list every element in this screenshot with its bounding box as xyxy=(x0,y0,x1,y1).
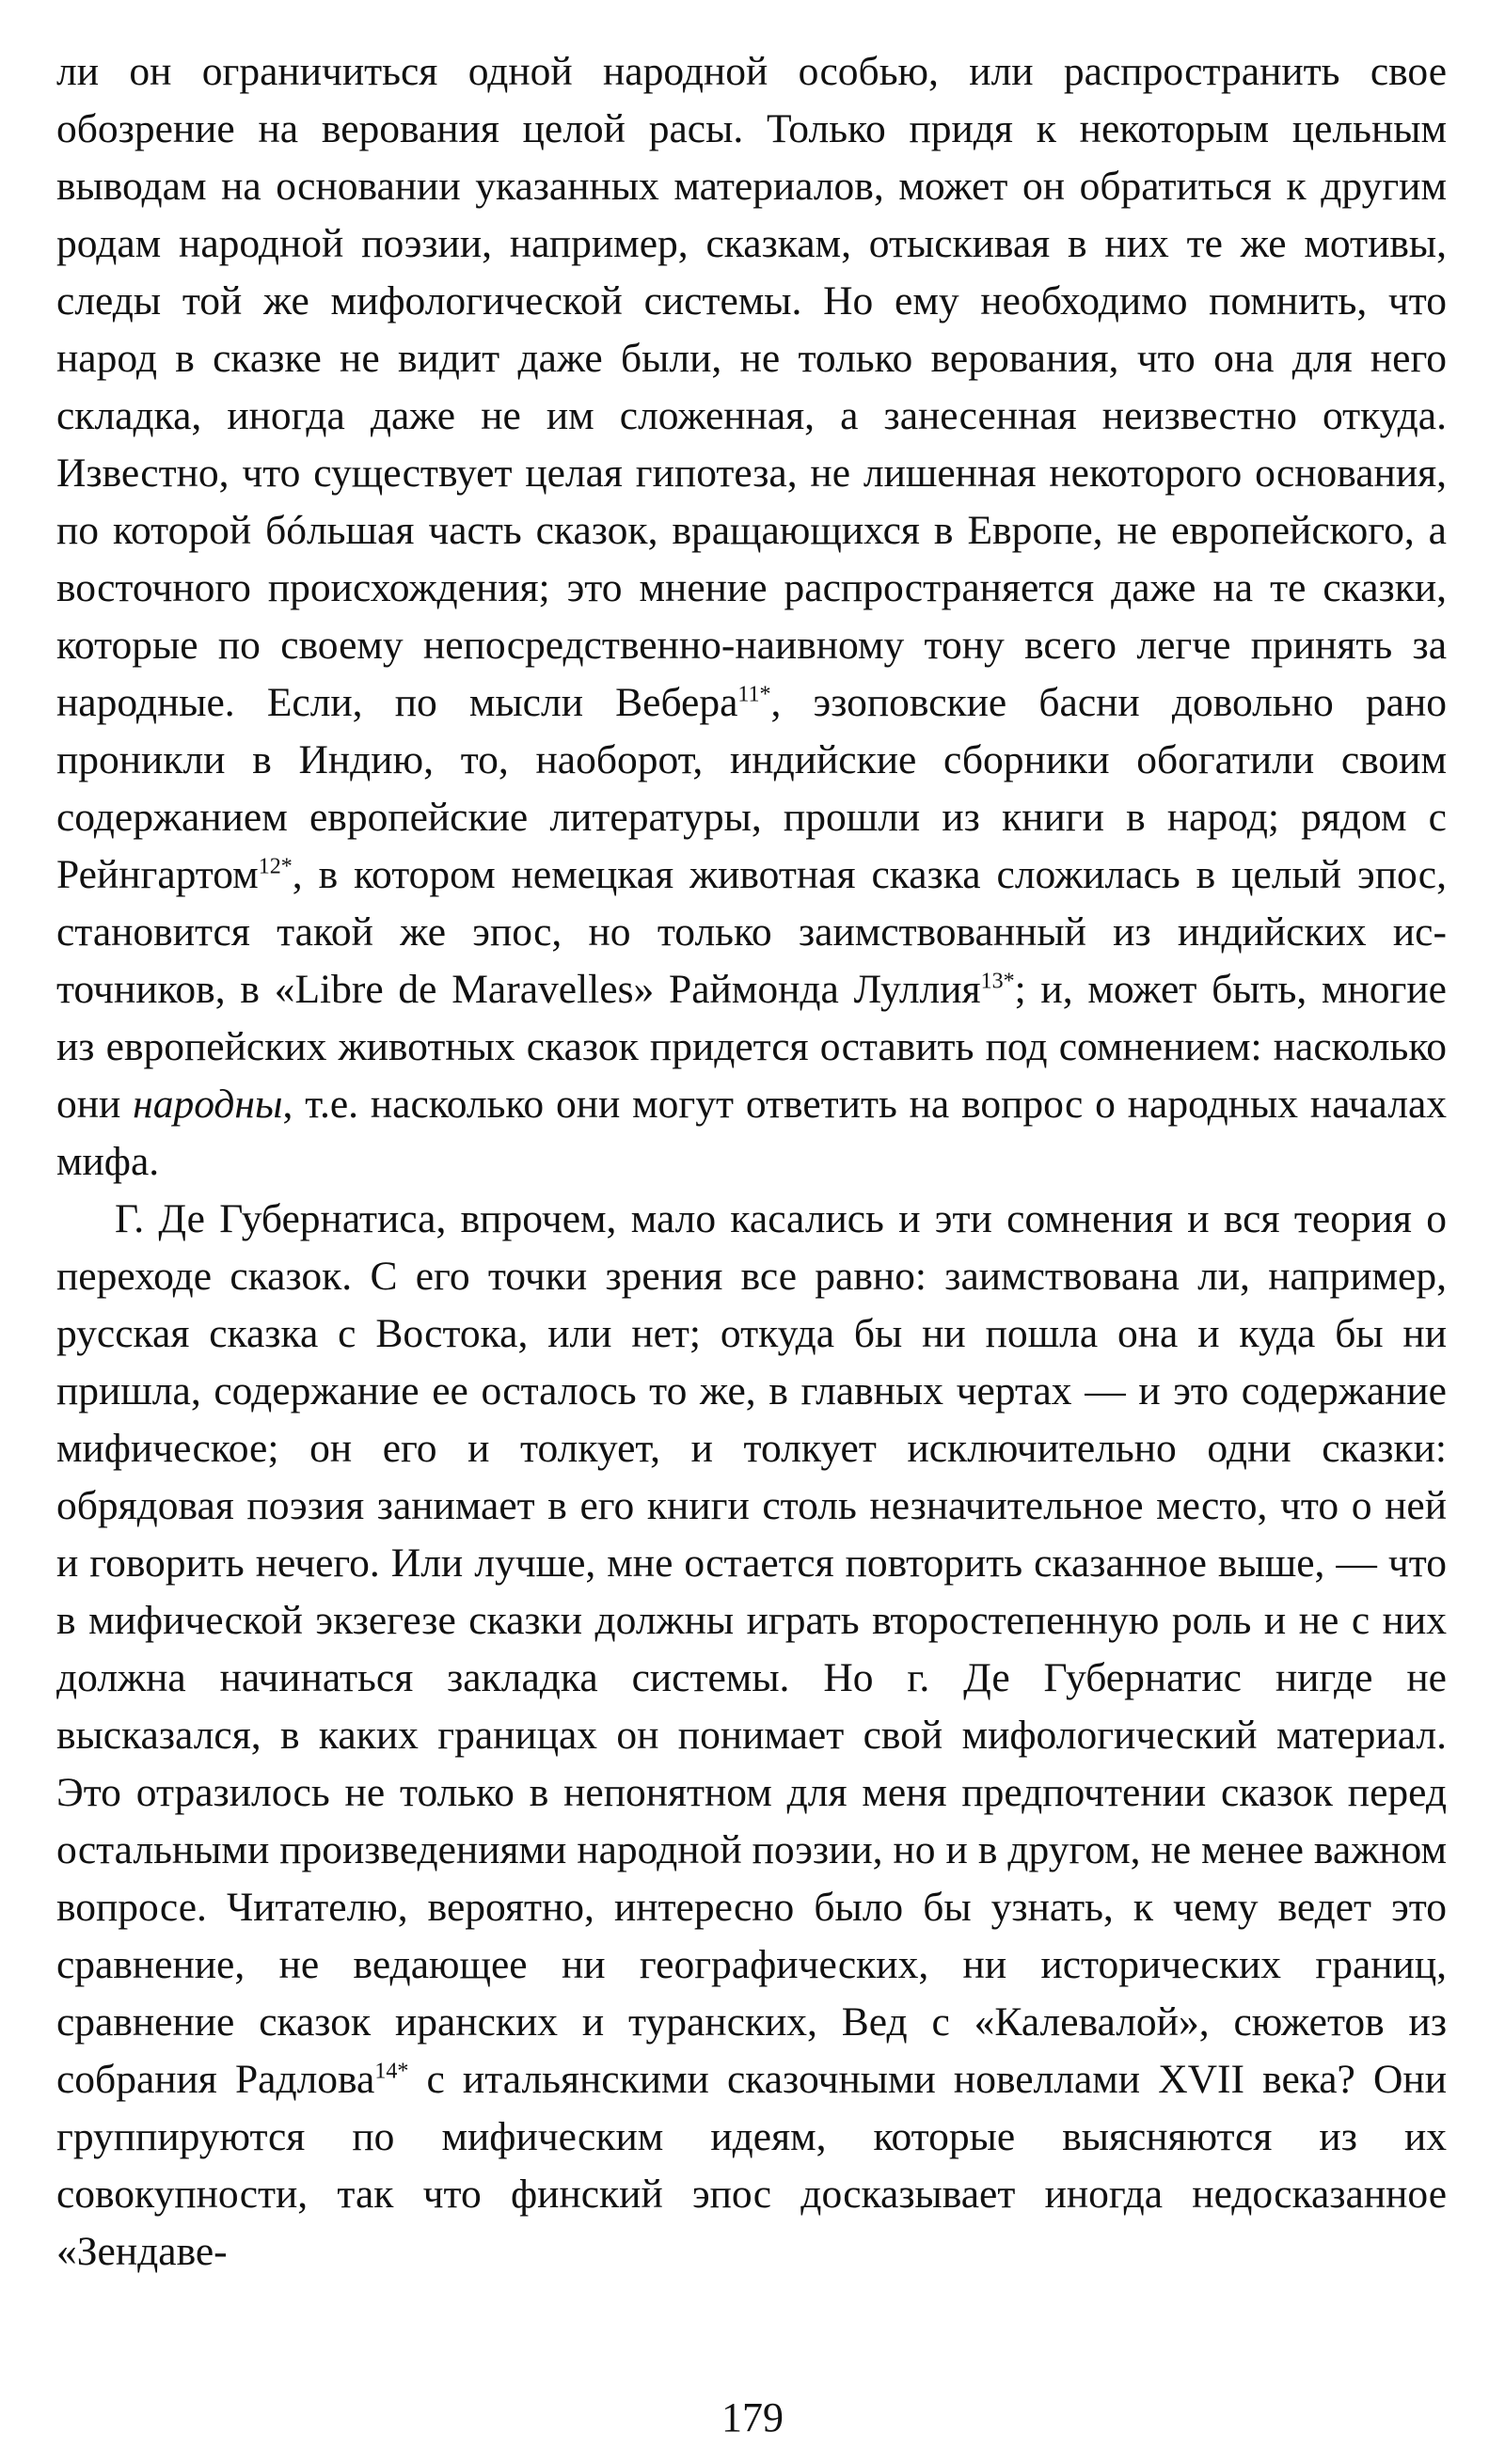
text-segment: ; и, может быть, многие из европейских животных сказок придется оставить под сомнением: насколько они xyxy=(56,967,1447,1127)
footnote-marker: 11* xyxy=(737,682,771,707)
text-segment: ли он ограничиться одной народной особью, или распространить свое обозрение на верования целой расы. Только придя к некоторым цельным выводам на основании указанных материалов, может он обратиться к другим родам народной поэзии, например, сказкам, отыскивая в них те же мотивы, следы той же мифологической системы. Но ему необходимо помнить, что народ в сказке не видит даже были, не только верования, что она для него складка, иногда даже не им сложенная, а занесенная неизвестно откуда. Известно, что существует целая гипотеза, не лишенная некоторого основания, по которой бóльшая часть сказок, вращающихся в Европе, не европейского, а восточного происхождения; это мнение распространяется даже на те сказки, которые по своему непосредственно-наивному тону всего легче принять за народные. Если, по мысли Вебера xyxy=(56,49,1447,725)
footnote-marker: 13* xyxy=(980,969,1015,994)
text-segment: Г. Де Губернатиса, впрочем, мало касались и эти сомнения и вся теория о переходе сказок. С его точки зрения все равно: заимствована ли, например, русская сказка с Востока, или нет; откуда бы ни пошла она и куда бы ни пришла, содержание ее осталось то же, в главных чертах — и это содержание мифическое; он его и толкует, и толкует исключительно одни сказки: обрядовая поэзия занимает в его книги столь незначительное место, что о ней и говорить нечего. Или лучше, мне остается повторить сказанное выше, — что в мифической экзегезе сказки должны играть второстепенную роль и не с них должна начинаться закладка системы. Но г. Де Губернатис нигде не высказался, в каких границах он понимает свой мифологический материал. Это отразилось не только в непонятном для меня предпочтении сказок перед остальными произведениями народной поэзии, но и в другом, не менее важном вопросе. Читателю, вероятно, интересно было бы узнать, к чему ведет это сравнение, не ведающее ни географических, ни исторических границ, сравнение сказок иранских и туранских, Вед с «Калевалой», сюжетов из собрания Радлова xyxy=(56,1196,1447,2102)
text-segment: с итальянскими сказочными новеллами XVII века? Они группируются по мифическим идеям, которые выясняются из их совокупности, так что финский эпос досказывает иногда недосказанное «Зендаве- xyxy=(56,2057,1447,2274)
emphasized-text: народны xyxy=(133,1082,283,1127)
paragraph xyxy=(56,1191,1447,2281)
text-segment: , в котором немецкая животная сказка сложилась в целый эпос, становится такой же эпос, но только заимствованный из индийских источников, в «Libre de Maravelles» Раймонда Луллия xyxy=(56,852,1447,1012)
text-segment: , т.е. насколько они могут ответить на вопрос о народных началах мифа. xyxy=(56,1082,1447,1184)
text-segment: , эзоповские басни довольно рано проникли в Индию, то, наоборот, индийские сборники обогатили своим содержанием европейские литературы, прошли из книги в народ; рядом с Рейнгартом xyxy=(56,680,1447,897)
page-body xyxy=(56,43,1447,2281)
footnote-marker: 14* xyxy=(374,2059,409,2084)
footnote-marker: 12* xyxy=(258,854,293,879)
page-number: 179 xyxy=(721,2394,784,2440)
paragraph xyxy=(56,43,1447,1191)
